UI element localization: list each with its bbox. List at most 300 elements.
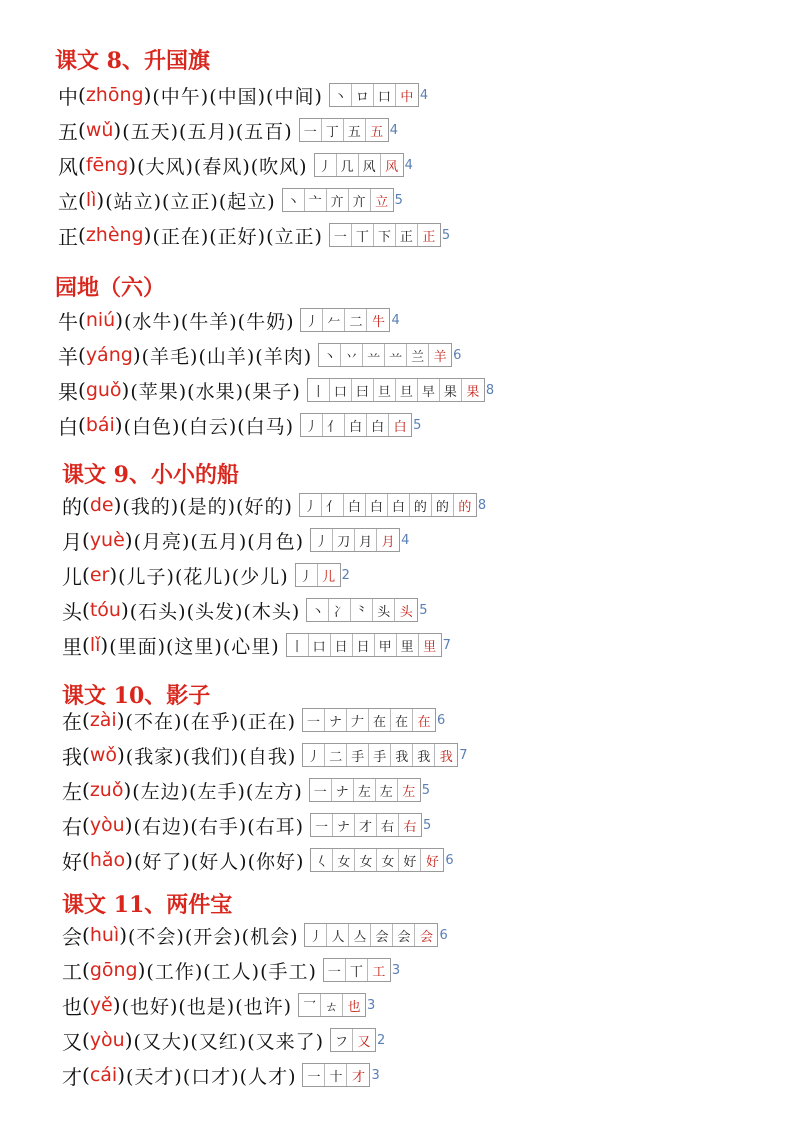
character: 也 — [62, 994, 82, 1019]
stroke-step: 风 — [385, 159, 399, 175]
stroke-count: 7 — [459, 747, 468, 763]
stroke-step: 丶 — [283, 189, 305, 211]
character-row — [58, 340, 461, 370]
stroke-step: 月 — [381, 534, 395, 550]
stroke-step: ナ — [333, 814, 355, 836]
pinyin: zài — [89, 709, 117, 731]
stroke-step: 牛 — [371, 314, 385, 330]
paren-close: ) — [124, 813, 133, 837]
character: 中 — [58, 84, 78, 109]
paren-open: ( — [82, 1028, 90, 1052]
paren-close: ) — [116, 708, 125, 732]
stroke-order-boxes — [310, 848, 444, 872]
character-row — [62, 845, 454, 875]
paren-open: ( — [82, 743, 90, 767]
character-row — [58, 80, 428, 110]
stroke-step: 人 — [327, 924, 349, 946]
pinyin: lì — [85, 189, 97, 211]
stroke-step: 曰 — [352, 379, 374, 401]
stroke-order-boxes — [310, 528, 400, 552]
stroke-step: 正 — [396, 224, 418, 246]
character: 在 — [62, 709, 82, 734]
stroke-step: 一 — [310, 779, 332, 801]
character-row — [58, 115, 398, 145]
pinyin: cái — [89, 1064, 118, 1086]
character: 果 — [58, 379, 78, 404]
pinyin: er — [89, 564, 110, 586]
character: 五 — [58, 119, 78, 144]
stroke-step: 䒑 — [363, 344, 385, 366]
stroke-step: 丶 — [319, 344, 341, 366]
stroke-step: 口 — [330, 379, 352, 401]
stroke-step: 日 — [331, 634, 353, 656]
stroke-step: 旦 — [396, 379, 418, 401]
stroke-step: 丅 — [346, 959, 368, 981]
character-row — [58, 305, 400, 335]
stroke-step: 右 — [377, 814, 399, 836]
stroke-order-boxes — [282, 188, 394, 212]
stroke-step: 𠂇 — [347, 709, 369, 731]
paren-open: ( — [78, 188, 86, 212]
stroke-step: 好 — [425, 854, 439, 870]
section-title: 课文 10、影子 — [62, 683, 211, 709]
character-row — [58, 150, 413, 180]
stroke-order-boxes — [330, 1028, 376, 1052]
stroke-step: 丨 — [287, 634, 309, 656]
character: 里 — [62, 634, 82, 659]
stroke-step: 头 — [399, 604, 413, 620]
stroke-step: 手 — [369, 744, 391, 766]
stroke-count: 4 — [389, 122, 398, 138]
character: 儿 — [62, 564, 82, 589]
character: 工 — [62, 959, 82, 984]
pinyin: yòu — [89, 814, 125, 836]
stroke-count: 6 — [445, 852, 454, 868]
character-row — [62, 955, 400, 985]
stroke-step: 几 — [337, 154, 359, 176]
stroke-step: 冫 — [329, 599, 351, 621]
stroke-step: 甲 — [375, 634, 397, 656]
character-row — [62, 560, 350, 590]
word-list: (不在)(在乎)(正在) — [125, 710, 297, 733]
stroke-step: 兰 — [407, 344, 429, 366]
paren-close: ) — [96, 188, 105, 212]
paren-open: ( — [82, 813, 90, 837]
stroke-step: 五 — [370, 124, 384, 140]
stroke-step: 在 — [369, 709, 391, 731]
paren-close: ) — [123, 778, 132, 802]
paren-open: ( — [82, 633, 90, 657]
pinyin: zhōng — [85, 84, 144, 106]
stroke-order-boxes — [323, 958, 391, 982]
word-list: (白色)(白云)(白马) — [123, 415, 295, 438]
stroke-order-boxes — [307, 378, 485, 402]
stroke-step: 我 — [439, 749, 453, 765]
pinyin: gōng — [89, 959, 138, 981]
character: 羊 — [58, 344, 78, 369]
stroke-step: 丿 — [301, 414, 323, 436]
character: 正 — [58, 224, 78, 249]
paren-close: ) — [116, 743, 125, 767]
word-list: (工作)(工人)(手工) — [146, 960, 317, 983]
character: 的 — [62, 494, 82, 519]
paren-open: ( — [78, 118, 86, 142]
stroke-step: 亻 — [322, 494, 344, 516]
character-row — [62, 595, 428, 625]
stroke-step: 头 — [373, 599, 395, 621]
word-list: (右边)(右手)(右耳) — [133, 815, 305, 838]
stroke-step: 女 — [355, 849, 377, 871]
paren-close: ) — [114, 413, 123, 437]
paren-open: ( — [82, 598, 90, 622]
stroke-step: 会 — [393, 924, 415, 946]
character: 牛 — [58, 309, 78, 334]
pinyin: hǎo — [89, 849, 126, 871]
stroke-step: 一 — [303, 1064, 325, 1086]
stroke-count: 8 — [477, 497, 487, 513]
character: 风 — [58, 154, 78, 179]
stroke-step: ナ — [332, 779, 354, 801]
stroke-step: 五 — [344, 119, 366, 141]
character-row — [62, 705, 445, 735]
character: 左 — [62, 779, 82, 804]
stroke-count: 5 — [441, 227, 451, 243]
stroke-step: 里 — [397, 634, 419, 656]
stroke-step: ⺀ — [351, 599, 373, 621]
paren-close: ) — [113, 118, 122, 142]
stroke-step: 女 — [333, 849, 355, 871]
stroke-step: 在 — [417, 714, 431, 730]
stroke-order-boxes — [306, 598, 418, 622]
stroke-step: 月 — [355, 529, 377, 551]
stroke-step: 亻 — [323, 414, 345, 436]
stroke-step: 右 — [403, 819, 417, 835]
pinyin: yě — [89, 994, 113, 1016]
pinyin: zhèng — [85, 224, 144, 246]
word-list: (正在)(正好)(立正) — [152, 225, 323, 248]
pinyin: niú — [85, 309, 116, 331]
stroke-step: 丿 — [311, 529, 333, 551]
character-row — [62, 810, 431, 840]
paren-open: ( — [78, 153, 86, 177]
pinyin: yòu — [89, 1029, 125, 1051]
character: 右 — [62, 814, 82, 839]
stroke-step: 会 — [371, 924, 393, 946]
paren-close: ) — [112, 993, 121, 1017]
stroke-step: フ — [331, 1029, 353, 1051]
stroke-step: 亼 — [349, 924, 371, 946]
paren-open: ( — [82, 528, 90, 552]
stroke-step: 䒑 — [385, 344, 407, 366]
stroke-step: 白 — [367, 414, 389, 436]
word-list: (苹果)(水果)(果子) — [130, 380, 301, 403]
paren-open: ( — [78, 308, 86, 332]
stroke-order-boxes — [302, 743, 458, 767]
pinyin: zuǒ — [89, 779, 124, 801]
paren-close: ) — [100, 633, 109, 657]
stroke-step: ロ — [352, 84, 374, 106]
stroke-step: 立 — [375, 194, 389, 210]
character-row — [62, 490, 486, 520]
stroke-step: 口 — [374, 84, 396, 106]
character-row — [58, 220, 450, 250]
stroke-count: 6 — [437, 712, 446, 728]
stroke-count: 3 — [367, 997, 376, 1013]
stroke-step: 下 — [374, 224, 396, 246]
pinyin: guǒ — [85, 379, 122, 401]
stroke-step: 左 — [402, 784, 416, 800]
stroke-step: 日 — [353, 634, 375, 656]
stroke-step: 早 — [418, 379, 440, 401]
paren-close: ) — [113, 493, 122, 517]
stroke-count: 8 — [485, 382, 495, 398]
stroke-step: 里 — [423, 639, 437, 655]
stroke-step: 好 — [399, 849, 421, 871]
stroke-step: 果 — [440, 379, 462, 401]
stroke-step: 的 — [458, 499, 472, 515]
paren-close: ) — [143, 223, 152, 247]
stroke-order-boxes — [298, 993, 366, 1017]
word-list: (水牛)(牛羊)(牛奶) — [124, 310, 295, 333]
word-list: (大风)(春风)(吹风) — [137, 155, 308, 178]
paren-close: ) — [143, 83, 152, 107]
stroke-step: 白 — [393, 419, 407, 435]
character: 好 — [62, 849, 82, 874]
character: 又 — [62, 1029, 82, 1054]
stroke-order-boxes — [309, 778, 421, 802]
stroke-step: 又 — [357, 1034, 371, 1050]
stroke-count: 5 — [421, 782, 431, 798]
stroke-step: 风 — [359, 154, 381, 176]
paren-close: ) — [120, 598, 129, 622]
stroke-step: 丿 — [301, 309, 323, 331]
stroke-step: 一 — [303, 709, 325, 731]
pinyin: wǔ — [85, 119, 114, 141]
stroke-step: 白 — [344, 494, 366, 516]
stroke-count: 2 — [341, 567, 350, 583]
stroke-step: 丷 — [341, 344, 363, 366]
stroke-step: 白 — [388, 494, 410, 516]
paren-close: ) — [132, 343, 141, 367]
character: 月 — [62, 529, 82, 554]
stroke-step: 亠 — [305, 189, 327, 211]
word-list: (我的)(是的)(好的) — [122, 495, 293, 518]
character: 立 — [58, 189, 78, 214]
paren-close: ) — [128, 153, 137, 177]
stroke-count: 4 — [404, 157, 413, 173]
stroke-step: 一 — [300, 119, 322, 141]
word-list: (石头)(头发)(木头) — [129, 600, 301, 623]
stroke-step: 的 — [432, 494, 454, 516]
stroke-step: 亣 — [327, 189, 349, 211]
stroke-step: 丿 — [303, 744, 325, 766]
stroke-step: 一 — [324, 959, 346, 981]
character-row — [62, 775, 430, 805]
word-list: (里面)(这里)(心里) — [109, 635, 280, 658]
pinyin: bái — [85, 414, 115, 436]
stroke-step: 丿 — [305, 924, 327, 946]
stroke-count: 7 — [442, 637, 451, 653]
paren-open: ( — [82, 848, 90, 872]
paren-open: ( — [82, 778, 90, 802]
paren-open: ( — [78, 413, 86, 437]
paren-open: ( — [78, 378, 86, 402]
stroke-order-boxes — [318, 343, 452, 367]
paren-close: ) — [109, 563, 118, 587]
stroke-step: 果 — [466, 384, 480, 400]
paren-close: ) — [124, 1028, 133, 1052]
character: 我 — [62, 744, 82, 769]
stroke-step: 手 — [347, 744, 369, 766]
paren-open: ( — [82, 923, 90, 947]
pinyin: huì — [89, 924, 120, 946]
stroke-step: 会 — [419, 929, 433, 945]
stroke-step: 儿 — [322, 569, 336, 585]
stroke-step: 我 — [391, 744, 413, 766]
character: 白 — [58, 414, 78, 439]
stroke-step: ㄊ — [321, 994, 343, 1016]
stroke-step: 羊 — [433, 349, 447, 365]
stroke-step: 一 — [330, 224, 352, 246]
stroke-count: 5 — [419, 602, 428, 618]
pinyin: fēng — [85, 154, 129, 176]
word-list: (好了)(好人)(你好) — [133, 850, 305, 873]
character: 头 — [62, 599, 82, 624]
paren-open: ( — [82, 1063, 90, 1087]
stroke-step: 𡿨 — [311, 849, 333, 871]
pinyin: wǒ — [89, 744, 117, 766]
character-row — [62, 1025, 385, 1055]
paren-close: ) — [124, 528, 133, 552]
paren-close: ) — [115, 308, 123, 332]
word-list: (又大)(又红)(又来了) — [133, 1030, 325, 1053]
stroke-order-boxes — [314, 153, 404, 177]
stroke-step: 才 — [351, 1069, 365, 1085]
stroke-step: 工 — [372, 964, 386, 980]
stroke-count: 5 — [423, 817, 432, 833]
stroke-step: 女 — [377, 849, 399, 871]
stroke-step: 十 — [325, 1064, 347, 1086]
paren-open: ( — [78, 83, 86, 107]
section-title: 园地（六） — [55, 275, 166, 301]
stroke-step: 中 — [400, 89, 414, 105]
stroke-order-boxes — [300, 413, 412, 437]
paren-open: ( — [82, 958, 90, 982]
stroke-step: 口 — [309, 634, 331, 656]
paren-close: ) — [121, 378, 130, 402]
stroke-step: 的 — [410, 494, 432, 516]
stroke-step: 白 — [366, 494, 388, 516]
stroke-count: 3 — [371, 1067, 380, 1083]
stroke-count: 4 — [391, 312, 400, 328]
paren-close: ) — [125, 848, 133, 872]
stroke-step: 丶 — [307, 599, 329, 621]
character-row — [62, 990, 375, 1020]
character-row — [58, 410, 421, 440]
stroke-step: 亣 — [349, 189, 371, 211]
stroke-count: 6 — [453, 347, 462, 363]
character-row — [62, 525, 409, 555]
character: 才 — [62, 1064, 82, 1089]
word-list: (左边)(左手)(左方) — [132, 780, 303, 803]
stroke-count: 2 — [377, 1032, 386, 1048]
character-row — [62, 630, 451, 660]
stroke-count: 6 — [439, 927, 448, 943]
stroke-step: 二 — [345, 309, 367, 331]
word-list: (五天)(五月)(五百) — [122, 120, 293, 143]
stroke-order-boxes — [300, 308, 390, 332]
word-list: (站立)(立正)(起立) — [105, 190, 276, 213]
paren-open: ( — [78, 343, 86, 367]
paren-open: ( — [82, 493, 90, 517]
stroke-step: 在 — [391, 709, 413, 731]
stroke-step: 丁 — [322, 119, 344, 141]
stroke-order-boxes — [329, 223, 441, 247]
stroke-step: 丅 — [352, 224, 374, 246]
word-list: (中午)(中国)(中间) — [152, 85, 323, 108]
character-row — [62, 920, 448, 950]
character-row — [58, 185, 403, 215]
paren-open: ( — [78, 223, 86, 247]
paren-close: ) — [117, 1063, 125, 1087]
stroke-order-boxes — [304, 923, 438, 947]
character: 会 — [62, 924, 82, 949]
stroke-step: 丨 — [308, 379, 330, 401]
stroke-step: 左 — [376, 779, 398, 801]
stroke-step: 二 — [325, 744, 347, 766]
word-list: (我家)(我们)(自我) — [125, 745, 297, 768]
pinyin: lǐ — [89, 634, 101, 656]
character-row — [62, 740, 468, 770]
section-title: 课文 9、小小的船 — [62, 462, 239, 488]
paren-open: ( — [82, 993, 90, 1017]
character-row — [58, 375, 494, 405]
word-list: (月亮)(五月)(月色) — [133, 530, 305, 553]
stroke-step: 刀 — [333, 529, 355, 551]
stroke-step: 旦 — [374, 379, 396, 401]
stroke-step: 正 — [422, 229, 436, 245]
pinyin: tóu — [89, 599, 121, 621]
stroke-step: 白 — [345, 414, 367, 436]
stroke-order-boxes — [329, 83, 419, 107]
stroke-count: 3 — [391, 962, 401, 978]
paren-close: ) — [137, 958, 146, 982]
pinyin: yáng — [85, 344, 133, 366]
word-list: (天才)(口才)(人才) — [126, 1065, 297, 1088]
stroke-step: 乛 — [299, 994, 321, 1016]
stroke-step: 一 — [311, 814, 333, 836]
paren-close: ) — [119, 923, 127, 947]
stroke-order-boxes — [299, 493, 477, 517]
stroke-step: 丶 — [330, 84, 352, 106]
stroke-count: 4 — [419, 87, 429, 103]
word-list: (羊毛)(山羊)(羊肉) — [141, 345, 313, 368]
stroke-step: 丿 — [296, 564, 318, 586]
stroke-order-boxes — [302, 708, 436, 732]
stroke-order-boxes — [299, 118, 389, 142]
stroke-count: 4 — [401, 532, 410, 548]
pinyin: yuè — [89, 529, 125, 551]
stroke-step: ナ — [325, 709, 347, 731]
stroke-step: 才 — [355, 814, 377, 836]
stroke-order-boxes — [302, 1063, 370, 1087]
stroke-step: 左 — [354, 779, 376, 801]
stroke-order-boxes — [295, 563, 341, 587]
word-list: (也好)(也是)(也许) — [121, 995, 293, 1018]
stroke-step: 我 — [413, 744, 435, 766]
word-list: (儿子)(花儿)(少儿) — [118, 565, 289, 588]
stroke-step: 也 — [347, 999, 361, 1015]
